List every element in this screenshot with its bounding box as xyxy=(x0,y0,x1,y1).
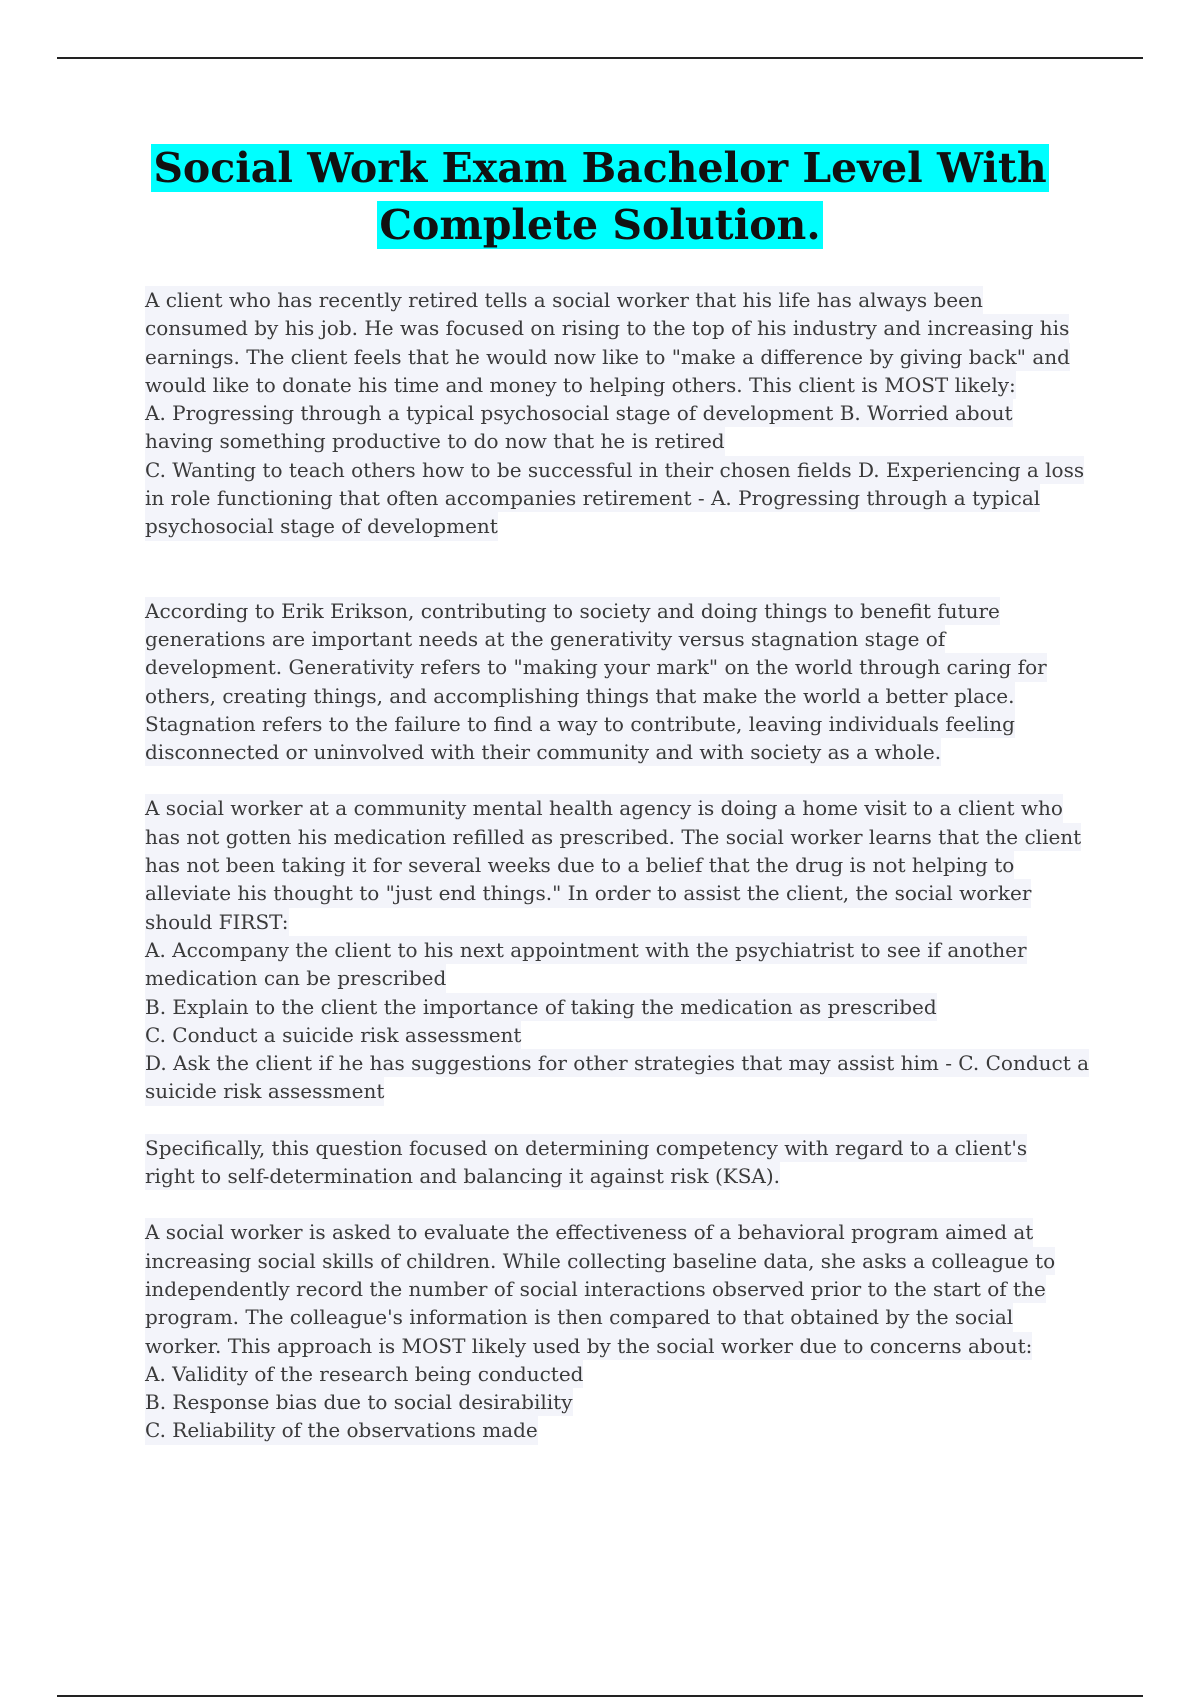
text-line: others, creating things, and accomplishing things that make the world a better place. xyxy=(145,682,1015,710)
text-line: C. Reliability of the observations made xyxy=(145,1416,538,1444)
text-line: independently record the number of social interactions observed prior to the start of the xyxy=(145,1275,1046,1303)
paragraph-spacer xyxy=(145,766,1091,794)
text-line: consumed by his job. He was focused on rising to the top of his industry and increasing his xyxy=(145,314,1069,342)
rationale-1-paragraph xyxy=(145,597,1091,767)
paragraph-spacer xyxy=(145,1190,1091,1218)
text-line: medication can be prescribed xyxy=(145,964,446,992)
text-line: C. Conduct a suicide risk assessment xyxy=(145,1021,521,1049)
question-2-paragraph xyxy=(145,794,1091,1105)
footer-rule xyxy=(57,1695,1143,1697)
text-line: suicide risk assessment xyxy=(145,1077,384,1105)
text-line: A social worker at a community mental health agency is doing a home visit to a client who xyxy=(145,794,1063,822)
text-line: alleviate his thought to "just end things." In order to assist the client, the social worker xyxy=(145,879,1031,907)
text-line: A. Validity of the research being conducted xyxy=(145,1360,583,1388)
text-line: psychosocial stage of development xyxy=(145,512,498,540)
text-line: D. Ask the client if he has suggestions for other strategies that may assist him - C. Conduct a xyxy=(145,1049,1089,1077)
text-line: development. Generativity refers to "making your mark" on the world through caring for xyxy=(145,653,1047,681)
text-line: increasing social skills of children. While collecting baseline data, she asks a colleague to xyxy=(145,1247,1055,1275)
text-line: earnings. The client feels that he would now like to "make a difference by giving back" and xyxy=(145,343,1070,371)
text-line: should FIRST: xyxy=(145,908,289,936)
text-line: According to Erik Erikson, contributing to society and doing things to benefit future xyxy=(145,597,1000,625)
text-line: B. Explain to the client the importance of taking the medication as prescribed xyxy=(145,993,937,1021)
text-line: having something productive to do now that he is retired xyxy=(145,427,725,455)
text-line: has not been taking it for several weeks due to a belief that the drug is not helping to xyxy=(145,851,1014,879)
page-title xyxy=(100,140,1100,254)
text-line: Specifically, this question focused on determining competency with regard to a client's xyxy=(145,1134,1027,1162)
rationale-2-paragraph xyxy=(145,1134,1091,1191)
text-line: program. The colleague's information is then compared to that obtained by the social xyxy=(145,1303,1013,1331)
question-1-paragraph xyxy=(145,286,1091,541)
text-line: worker. This approach is MOST likely used by the social worker due to concerns about: xyxy=(145,1332,1032,1360)
text-line: Stagnation refers to the failure to find a way to contribute, leaving individuals feeling xyxy=(145,710,1015,738)
text-line: A client who has recently retired tells a social worker that his life has always been xyxy=(145,286,983,314)
text-line: in role functioning that often accompanies retirement - A. Progressing through a typical xyxy=(145,484,1040,512)
text-line: B. Response bias due to social desirability xyxy=(145,1388,573,1416)
document-body xyxy=(145,286,1091,1445)
text-line: would like to donate his time and money to helping others. This client is MOST likely: xyxy=(145,371,1016,399)
paragraph-spacer xyxy=(145,541,1091,597)
title-line-2: Complete Solution. xyxy=(379,201,821,249)
text-line: C. Wanting to teach others how to be successful in their chosen fields D. Experiencing a loss xyxy=(145,456,1084,484)
text-line: has not gotten his medication refilled as prescribed. The social worker learns that the client xyxy=(145,823,1081,851)
text-line: generations are important needs at the generativity versus stagnation stage of xyxy=(145,625,945,653)
text-line: A. Progressing through a typical psychosocial stage of development B. Worried about xyxy=(145,399,1013,427)
title-line-1: Social Work Exam Bachelor Level With xyxy=(153,144,1047,192)
text-line: right to self-determination and balancing it against risk (KSA). xyxy=(145,1162,780,1190)
text-line: A social worker is asked to evaluate the effectiveness of a behavioral program aimed at xyxy=(145,1218,1033,1246)
question-3-paragraph xyxy=(145,1218,1091,1444)
header-rule xyxy=(57,57,1143,59)
text-line: disconnected or uninvolved with their community and with society as a whole. xyxy=(145,738,941,766)
text-line: A. Accompany the client to his next appointment with the psychiatrist to see if another xyxy=(145,936,1027,964)
paragraph-spacer xyxy=(145,1106,1091,1134)
